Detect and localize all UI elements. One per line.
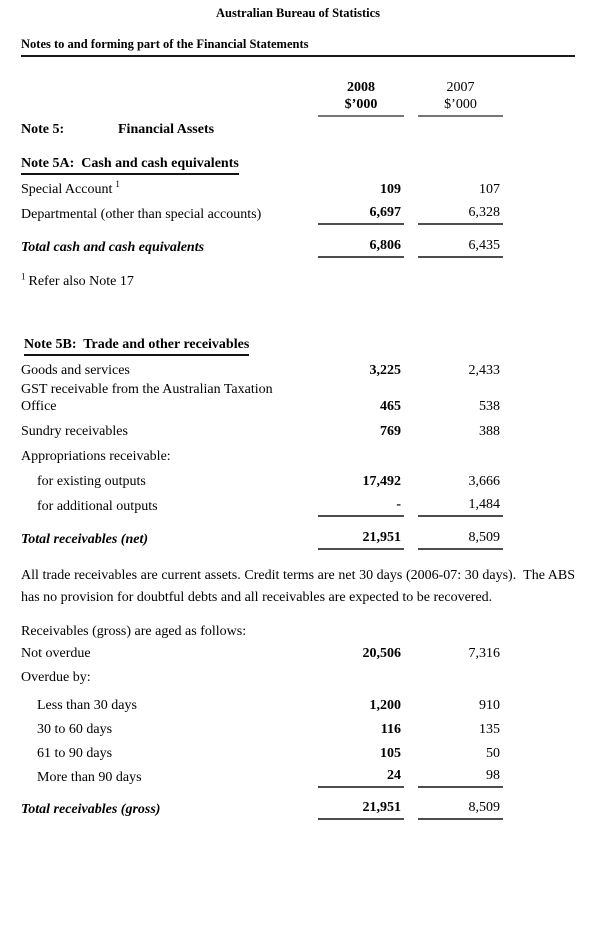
unit-2007: $’000	[444, 97, 477, 112]
note5-title: Financial Assets	[118, 122, 215, 137]
row-label: for existing outputs	[37, 474, 146, 489]
row-label: Less than 30 days	[37, 698, 137, 713]
row-label: Total receivables (net)	[21, 532, 149, 547]
total-row	[21, 525, 503, 550]
value-2007: 135	[479, 722, 500, 737]
year-2007: 2007	[446, 80, 475, 95]
table-row	[21, 764, 503, 788]
column-headers	[21, 79, 503, 117]
row-label: Overdue by:	[21, 670, 91, 685]
value-2008: 6,806	[318, 237, 404, 258]
value-2008: 24	[318, 767, 404, 788]
note5-heading	[21, 122, 575, 138]
footnote-marker: 1	[21, 271, 26, 282]
row-label: Goods and services	[21, 363, 130, 378]
value-2007: 6,328	[418, 204, 503, 225]
value-2008: 21,951	[318, 799, 404, 820]
value-2008: 3,225	[369, 363, 401, 378]
value-2008: 20,506	[362, 646, 401, 661]
org-title: Australian Bureau of Statistics	[215, 6, 380, 20]
value-2007: 2,433	[468, 363, 500, 378]
row-label: More than 90 days	[37, 770, 142, 785]
row-label: 61 to 90 days	[37, 746, 113, 761]
row-label: Appropriations receivable:	[21, 449, 171, 464]
value-2007: 107	[479, 182, 500, 197]
table-row	[21, 417, 503, 442]
table-row	[21, 467, 503, 492]
value-2008: 6,697	[318, 204, 404, 225]
row-label: Total receivables (gross)	[21, 802, 161, 817]
table-row	[21, 740, 503, 764]
table-row	[21, 381, 503, 417]
footnote	[21, 273, 575, 290]
value-2007: 910	[479, 698, 500, 713]
credit-terms-paragraph: All trade receivables are current assets. Credit terms are net 30 days (2006-07: 30 days). The ABS has no provision for doubtful debts and all receivables are expected to be recovered.	[21, 568, 579, 605]
value-2008: 21,951	[318, 529, 404, 550]
value-2007: 8,509	[418, 799, 503, 820]
value-2007: 7,316	[468, 646, 500, 661]
document-subtitle: Notes to and forming part of the Financial Statements	[21, 37, 575, 57]
row-label: for additional outputs	[37, 499, 158, 514]
value-2008: 105	[380, 746, 401, 761]
value-2008: 465	[380, 399, 401, 414]
value-2008	[318, 686, 404, 688]
note5b-heading: Note 5B: Trade and other receivables	[21, 336, 575, 356]
column-header-2008	[318, 79, 404, 117]
row-label: 30 to 60 days	[37, 722, 113, 737]
note5-label: Note 5:	[21, 122, 65, 137]
value-2007: 6,435	[418, 237, 503, 258]
row-label: Total cash and cash equivalents	[21, 240, 205, 255]
value-2007: 388	[479, 424, 500, 439]
value-2008: -	[318, 496, 404, 517]
value-2007: 8,509	[418, 529, 503, 550]
footnote-ref: 1	[115, 179, 120, 190]
total-row	[21, 233, 503, 258]
table-row	[21, 175, 503, 200]
table-row	[21, 664, 503, 688]
value-2007: 98	[418, 767, 503, 788]
unit-2008: $’000	[344, 97, 378, 112]
value-2008	[318, 465, 404, 467]
value-2007: 50	[486, 746, 500, 761]
total-row	[21, 796, 503, 820]
table-row	[21, 716, 503, 740]
table-row	[21, 442, 503, 467]
value-2007	[418, 465, 503, 467]
value-2008: 109	[380, 182, 401, 197]
year-2008: 2008	[347, 80, 375, 95]
table-row	[21, 200, 503, 225]
value-2008: 17,492	[362, 474, 401, 489]
row-label: Departmental (other than special accounts)	[21, 207, 262, 222]
value-2008: 116	[380, 722, 401, 737]
row-label: GST receivable from the Australian Taxation Office	[21, 382, 273, 414]
note5a-heading: Note 5A: Cash and cash equivalents	[21, 155, 575, 175]
table-row	[21, 356, 503, 381]
value-2007: 538	[479, 399, 500, 414]
value-2007: 3,666	[468, 474, 500, 489]
table-row	[21, 692, 503, 716]
value-2008: 769	[380, 424, 401, 439]
table-row	[21, 492, 503, 517]
value-2007	[418, 686, 503, 688]
footnote-text: Refer also Note 17	[28, 274, 134, 289]
table-row	[21, 640, 503, 664]
value-2007: 1,484	[418, 496, 503, 517]
column-header-2007	[418, 79, 503, 117]
row-label: Not overdue	[21, 646, 91, 661]
aging-intro: Receivables (gross) are aged as follows:	[21, 624, 247, 639]
row-label: Sundry receivables	[21, 424, 128, 439]
value-2008: 1,200	[369, 698, 401, 713]
row-label: Special Account $^1$	[21, 179, 120, 197]
